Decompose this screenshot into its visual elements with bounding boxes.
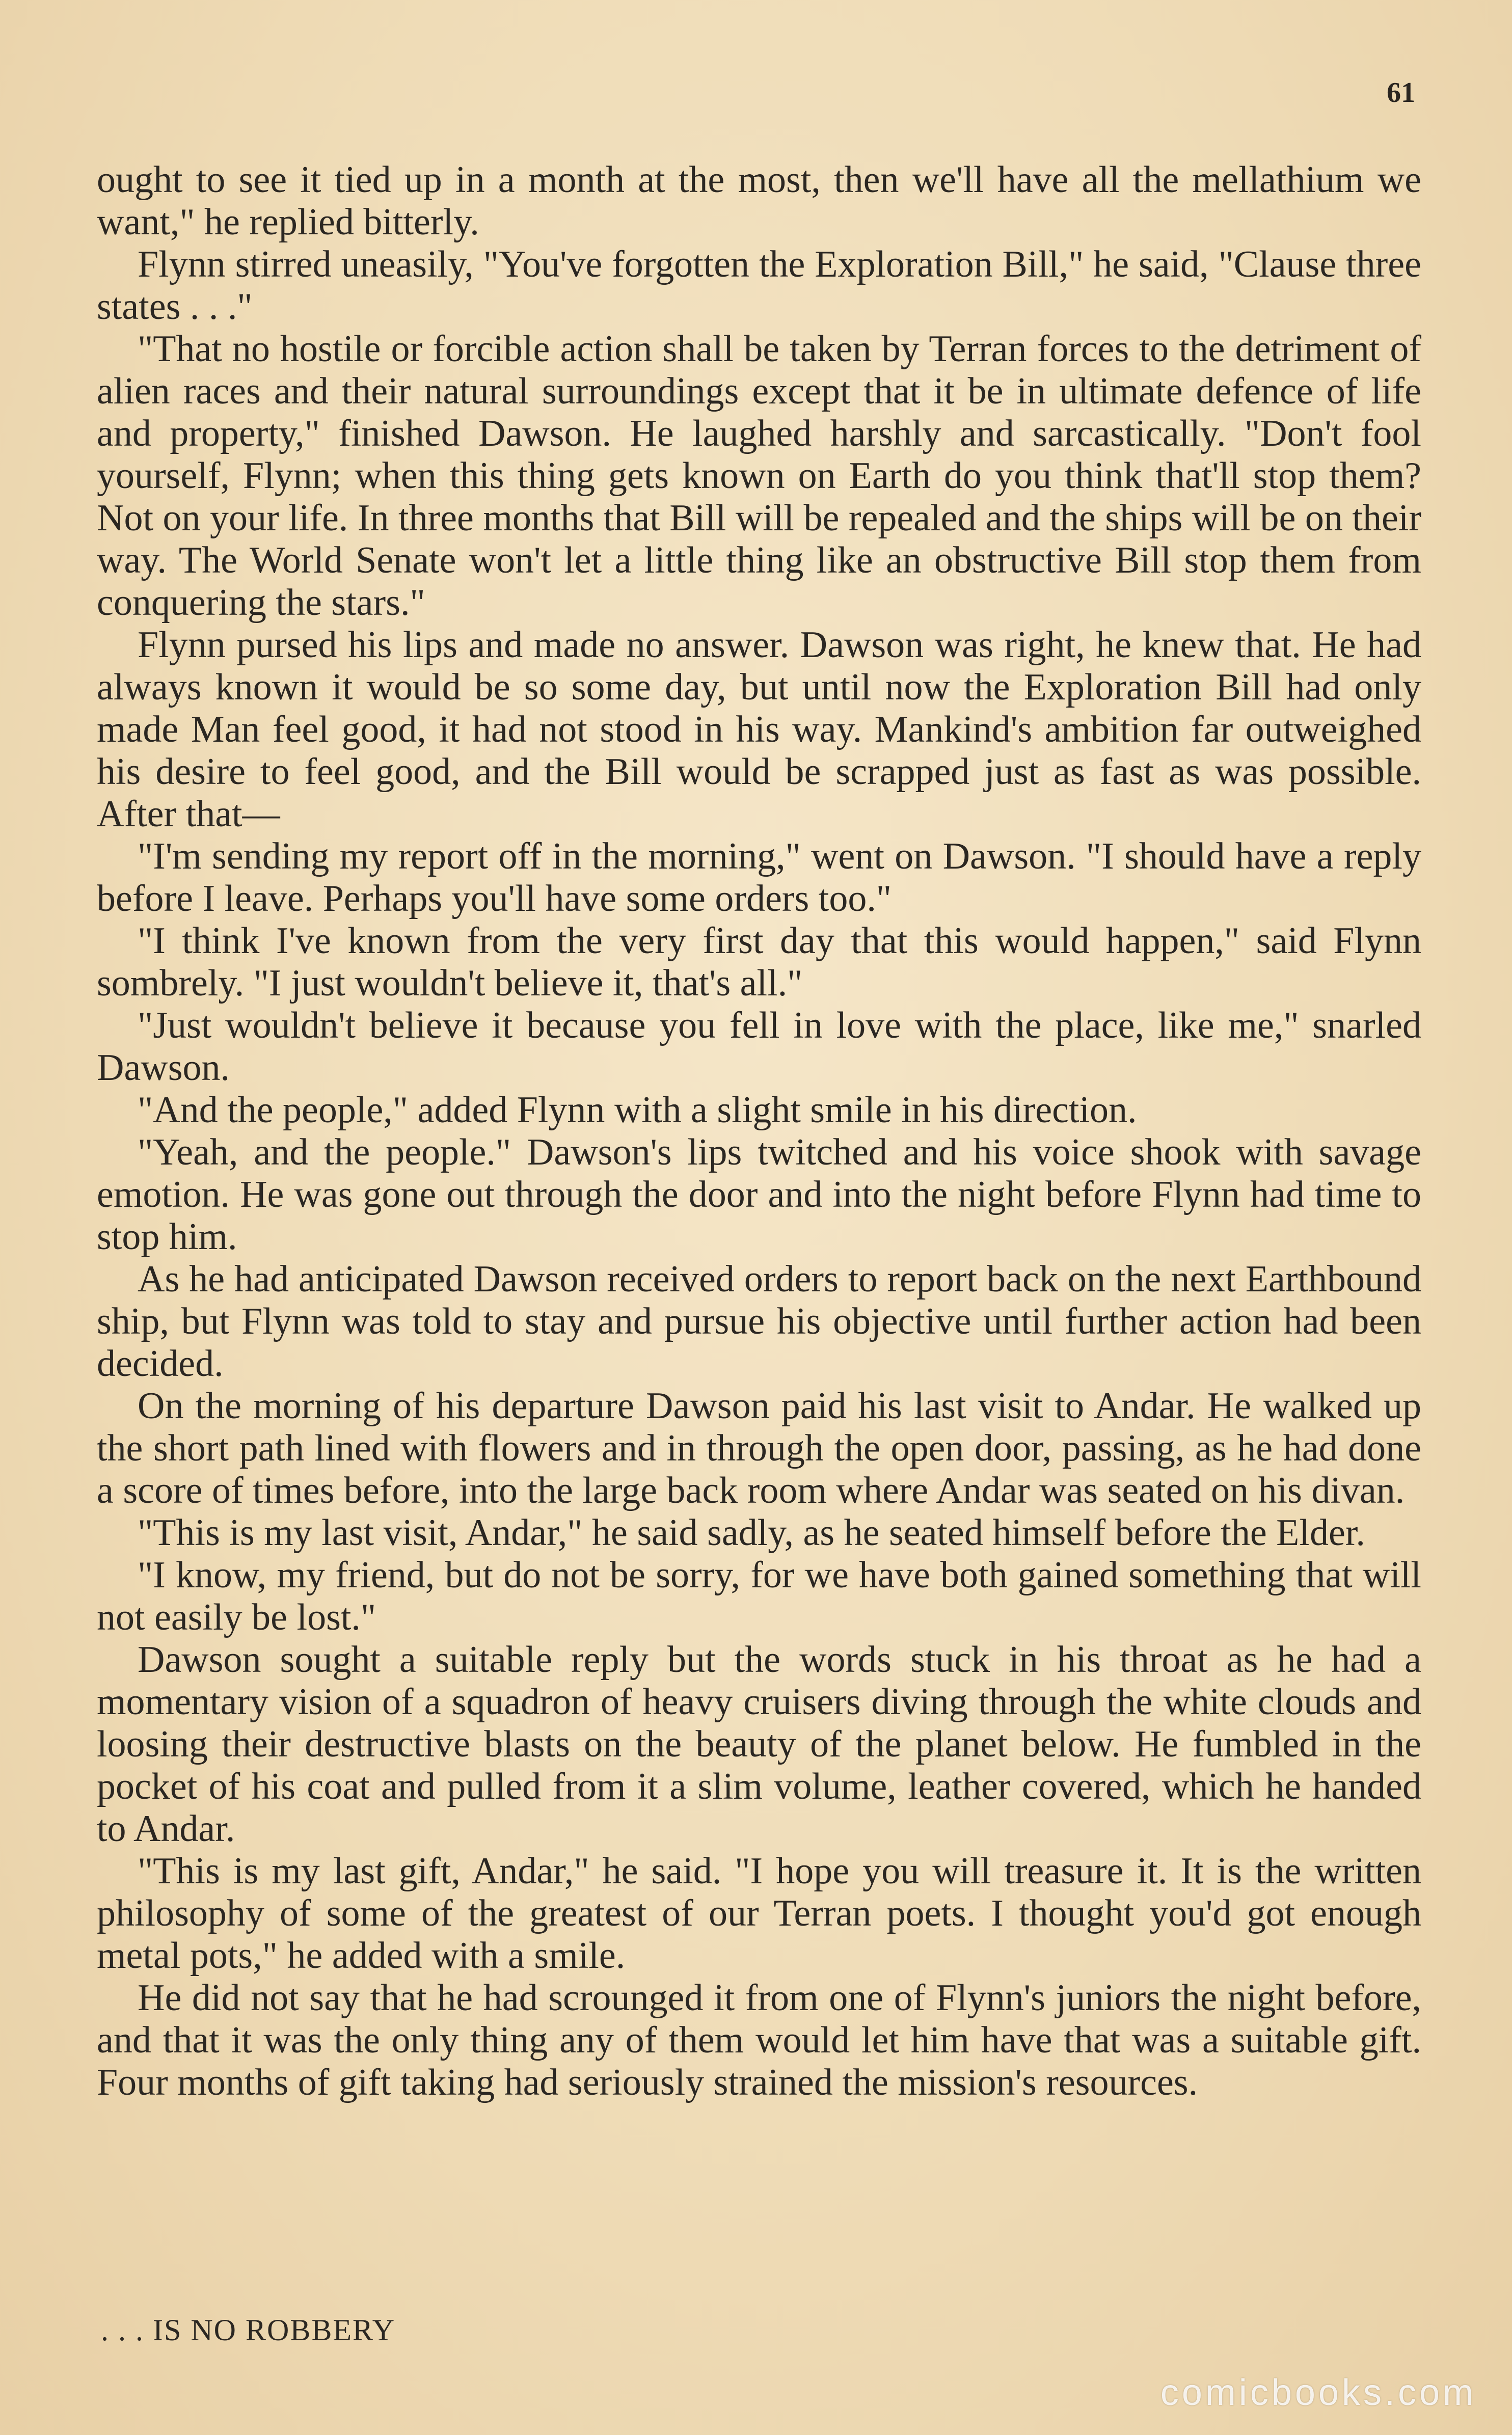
paragraph: "This is my last visit, Andar," he said sadly, as he seated himself before the Elder. — [138, 1512, 1365, 1554]
paragraph: "Just wouldn't believe it because you fell in love with the place, like me," snarled Dawson. — [97, 1005, 1421, 1089]
paragraph: He did not say that he had scrounged it from one of Flynn's juniors the night before, and that it was the only thing any of them would let him have that was a suitable gift. Four months of gift taking had seriously strained the mission's resources. — [97, 1977, 1421, 2103]
paragraph: As he had anticipated Dawson received orders to report back on the next Earthbound ship, but Flynn was told to stay and pursue his objective until further action had been decided. — [97, 1258, 1421, 1385]
paragraph: Flynn stirred uneasily, "You've forgotten the Exploration Bill," he said, "Clause three states . . ." — [97, 244, 1421, 328]
paragraph: "This is my last gift, Andar," he said. "I hope you will treasure it. It is the written philosophy of some of the greatest of our Terran poets. I thought you'd got enough metal pots," he added with a smile. — [97, 1850, 1421, 1977]
paragraph: On the morning of his departure Dawson paid his last visit to Andar. He walked up the short path lined with flowers and in through the open door, passing, as he had done a score of times before, into the large back room where Andar was seated on his divan. — [97, 1385, 1421, 1511]
paragraph: "Yeah, and the people." Dawson's lips twitched and his voice shook with savage emotion. He was gone out through the door and into the night before Flynn had time to stop him. — [97, 1131, 1421, 1258]
running-footer-title: . . . IS NO ROBBERY — [101, 2313, 396, 2347]
paragraph: Dawson sought a suitable reply but the words stuck in his throat as he had a momentary vision of a squadron of heavy cruisers diving through the white clouds and loosing their destructive blasts on the beauty of the planet below. He fumbled in the pocket of his coat and pulled from it a slim volume, leather covered, which he handed to Andar. — [97, 1639, 1421, 1850]
site-watermark: comicbooks.com — [1160, 2372, 1476, 2413]
paragraph: ought to see it tied up in a month at the most, then we'll have all the mellathium we want," he replied bitterly. — [97, 159, 1421, 243]
page-number: 61 — [1387, 77, 1415, 109]
paragraph: Flynn pursed his lips and made no answer. Dawson was right, he knew that. He had always known it would be so some day, but until now the Exploration Bill had only made Man feel good, it had not stood in his way. Mankind's ambition far outweighed his desire to feel good, and the Bill would be scrapped just as fast as was possible. After that— — [97, 624, 1421, 835]
paragraph: "I think I've known from the very first day that this would happen," said Flynn sombrely. "I just wouldn't believe it, that's all." — [97, 920, 1421, 1004]
paragraph: "I know, my friend, but do not be sorry, for we have both gained something that will not easily be lost." — [97, 1554, 1421, 1638]
paragraph: "I'm sending my report off in the morning," went on Dawson. "I should have a reply before I leave. Perhaps you'll have some orders too." — [97, 835, 1421, 919]
paragraph: "That no hostile or forcible action shall be taken by Terran forces to the detriment of alien races and their natural surroundings except that it be in ultimate defence of life and property," finished Dawson. He laughed harshly and sarcastically. "Don't fool yourself, Flynn; when this thing gets known on Earth do you think that'll stop them? Not on your life. In three months that Bill will be repealed and the ships will be on their way. The World Senate won't let a little thing like an obstructive Bill stop them from conquering the stars." — [97, 328, 1421, 624]
story-text — [97, 159, 1421, 2104]
paragraph: "And the people," added Flynn with a slight smile in his direction. — [138, 1089, 1137, 1131]
